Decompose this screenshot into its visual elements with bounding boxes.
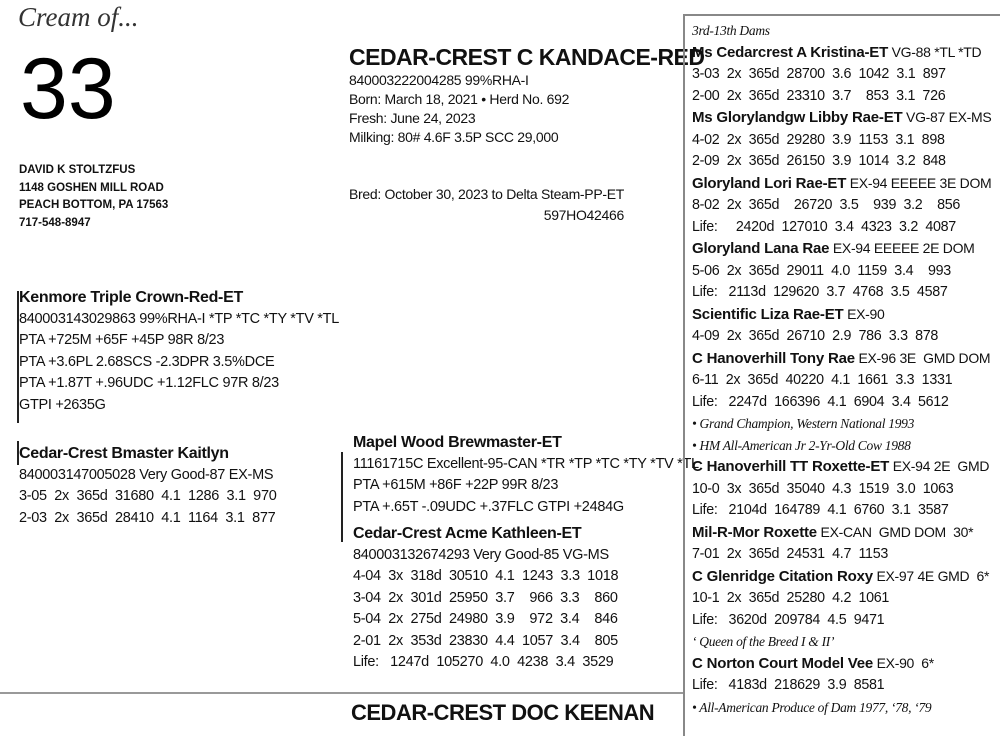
- next-lot-name: CEDAR-CREST DOC KEENAN: [351, 700, 655, 725]
- dam-record: 6-11 2x 365d 40220 4.1 1661 3.3 1331: [692, 372, 953, 388]
- owner-line: 1148 GOSHEN MILL ROAD: [19, 181, 164, 194]
- breeding-info: [349, 184, 624, 226]
- dam-record: Life: 2113d 129620 3.7 4768 3.5 4587: [692, 284, 948, 300]
- dam-sire-block: [353, 432, 699, 518]
- pedigree-bracket: [341, 452, 343, 542]
- dams-header: 3rd-13th Dams: [692, 23, 770, 38]
- fresh-line: Fresh: June 24, 2023: [349, 110, 476, 126]
- bred-line: Bred: October 30, 2023 to Delta Steam-PP-ET: [349, 186, 625, 202]
- dam-sire-line: 11161715C Excellent-95-CAN *TR *TP *TC *TY *TV *TL: [353, 455, 699, 472]
- dam-record: 5-06 2x 365d 29011 4.0 1159 3.4 993: [692, 262, 951, 279]
- dam-dam-record: 5-04 2x 275d 24980 3.9 972 3.4 846: [353, 611, 618, 627]
- dam-entry: [692, 522, 997, 545]
- sire-line: GTPI +2635G: [19, 396, 106, 413]
- dam-entry: [692, 348, 997, 371]
- dam-entry: [692, 238, 997, 261]
- sire-line: PTA +1.87T +.96UDC +1.12FLC 97R 8/23: [19, 375, 279, 391]
- owner-line: 717-548-8947: [19, 216, 91, 229]
- dam-record: Life: 2104d 164789 4.1 6760 3.1 3587: [692, 502, 949, 518]
- dam-classification: EX-96 3E GMD DOM: [854, 349, 991, 366]
- registration-line: 840003222004285 99%RHA-I: [349, 72, 529, 88]
- dam-classification: EX-CAN GMD DOM 30*: [816, 523, 974, 540]
- dam-classification: EX-97 4E GMD 6*: [872, 567, 990, 584]
- dam-record: Life: 2420d 127010 3.4 4323 3.2 4087: [692, 218, 956, 235]
- dam-entry: [692, 304, 997, 327]
- dam-classification: EX-90 6*: [873, 654, 934, 671]
- dam-sire-line: PTA +.65T -.09UDC +.37FLC GTPI +2484G: [353, 498, 624, 515]
- dam-entry: [692, 42, 997, 65]
- sire-line: 840003143029863 99%RHA-I *TP *TC *TY *TV *TL: [19, 310, 339, 327]
- dam-entry: [692, 107, 997, 130]
- dam-line: 840003147005028 Very Good-87 EX-MS: [19, 466, 274, 483]
- owner-line: PEACH BOTTOM, PA 17563: [19, 199, 169, 211]
- dam-entry: [692, 173, 997, 196]
- dam-record: Life: 2247d 166396 4.1 6904 3.4 5612: [692, 393, 949, 410]
- service-sire-code: 597HO42466: [543, 207, 624, 223]
- dam-name: C Norton Court Model Vee: [692, 654, 874, 672]
- dam-entry: [692, 456, 997, 479]
- dam-note: • HM All-American Jr 2-Yr-Old Cow 1988: [692, 437, 911, 453]
- dam-note: ‘ Queen of the Breed I & II’: [692, 634, 835, 649]
- dams-rows: [692, 42, 997, 719]
- dam-record: 3-03 2x 365d 28700 3.6 1042 3.1 897: [692, 66, 946, 82]
- dam-record: 4-09 2x 365d 26710 2.9 786 3.3 878: [692, 328, 939, 344]
- dam-dam-record: 2-01 2x 353d 23830 4.4 1057 3.4 805: [353, 632, 618, 649]
- dam-entry: [692, 566, 997, 589]
- dam-record: 4-02 2x 365d 29280 3.9 1153 3.1 898: [692, 131, 945, 148]
- dam-record: 2-09 2x 365d 26150 3.9 1014 3.2 848: [692, 153, 946, 169]
- dam-name: C Hanoverhill Tony Rae: [692, 349, 855, 367]
- dam-name: Ms Cedarcrest A Kristina-ET: [692, 43, 889, 61]
- dam-block: [19, 443, 276, 529]
- dam-classification: EX-94 EEEEE 2E DOM: [829, 240, 975, 256]
- catalog-brand: Cream of...: [18, 2, 139, 32]
- dam-sire-line: PTA +615M +86F +22P 99R 8/23: [353, 477, 559, 493]
- dam-record: 2-03 2x 365d 28410 4.1 1164 3.1 877: [19, 509, 276, 526]
- dam-name: Gloryland Lana Rae: [692, 240, 830, 257]
- dam-record: 2-00 2x 365d 23310 3.7 853 3.1 726: [692, 87, 946, 104]
- dam-classification: VG-87 EX-MS: [902, 109, 992, 125]
- dam-entry: [692, 653, 997, 676]
- dam-classification: EX-94 2E GMD: [889, 458, 990, 474]
- dam-name: Mil-R-Mor Roxette: [692, 523, 817, 541]
- dam-record: 8-02 2x 365d 26720 3.5 939 3.2 856: [692, 197, 961, 213]
- owner-line: DAVID K STOLTZFUS: [19, 164, 136, 176]
- main-animal: [349, 44, 705, 147]
- sire-line: PTA +725M +65F +45P 98R 8/23: [19, 332, 225, 348]
- sire-block: [19, 287, 339, 416]
- dam-dam-record: 4-04 3x 318d 30510 4.1 1243 3.3 1018: [353, 568, 619, 584]
- dam-name: C Glenridge Citation Roxy: [692, 567, 873, 585]
- dam-record: 7-01 2x 365d 24531 4.7 1153: [692, 546, 889, 562]
- dam-dam-record: 3-04 2x 301d 25950 3.7 966 3.3 860: [353, 589, 618, 606]
- sire-name: Kenmore Triple Crown-Red-ET: [19, 289, 243, 306]
- dam-record: 10-0 3x 365d 35040 4.3 1519 3.0 1063: [692, 480, 954, 497]
- dam-note: • All-American Produce of Dam 1977, ‘78, ‘79: [692, 699, 932, 715]
- dam-dam-line: 840003132674293 Very Good-85 VG-MS: [353, 546, 609, 563]
- milking-line: Milking: 80# 4.6F 3.5P SCC 29,000: [349, 129, 559, 145]
- born-line: Born: March 18, 2021 • Herd No. 692: [349, 91, 570, 107]
- lot-number: 33: [20, 41, 116, 137]
- dam-name: Ms Glorylandgw Libby Rae-ET: [692, 109, 903, 126]
- owner-address: [19, 162, 168, 232]
- dam-name: C Hanoverhill TT Roxette-ET: [692, 458, 890, 475]
- dam-dam-record: Life: 1247d 105270 4.0 4238 3.4 3529: [353, 654, 614, 670]
- dam-record: 10-1 2x 365d 25280 4.2 1061: [692, 590, 890, 606]
- dam-classification: EX-94 EEEEE 3E DOM: [846, 174, 992, 191]
- dam-name: Scientific Liza Rae-ET: [692, 305, 844, 323]
- sire-line: PTA +3.6PL 2.68SCS -2.3DPR 3.5%DCE: [19, 353, 275, 370]
- dam-record: Life: 3620d 209784 4.5 9471: [692, 611, 885, 628]
- dam-classification: VG-88 *TL *TD: [888, 43, 982, 60]
- dam-record: 3-05 2x 365d 31680 4.1 1286 3.1 970: [19, 488, 277, 504]
- dam-classification: EX-90: [843, 305, 885, 322]
- animal-name: CEDAR-CREST C KANDACE-RED: [349, 44, 705, 70]
- dam-name: Gloryland Lori Rae-ET: [692, 174, 847, 192]
- dams-column: [692, 20, 997, 718]
- dam-record: Life: 4183d 218629 3.9 8581: [692, 677, 885, 693]
- dam-name: Cedar-Crest Bmaster Kaitlyn: [19, 445, 229, 462]
- dam-dam-block: [353, 523, 618, 674]
- dam-dam-name: Cedar-Crest Acme Kathleen-ET: [353, 525, 582, 542]
- dam-sire-name: Mapel Wood Brewmaster-ET: [353, 434, 562, 451]
- dam-note: • Grand Champion, Western National 1993: [692, 416, 915, 431]
- page-divider: [0, 692, 683, 694]
